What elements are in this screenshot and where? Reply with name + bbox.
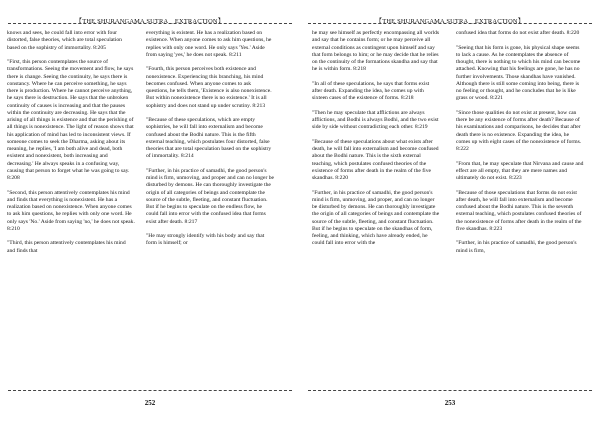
footer-divider [8,390,292,391]
paragraph: confused idea that forms do not exist after death. 8:220 [456,30,580,36]
paragraph: "In all of these speculations, he says that forms exist after death. Expanding the idea, he comes up with sixteen cases of the existence of forms. 8:218 [312,80,430,102]
paragraph: "He may strongly identify with his body and say that form is himself; or [146,233,265,247]
header-divider [308,23,592,24]
text-column-1 [312,30,440,388]
paragraph: "Further, in his practice of samadhi, the good person's mind is firm, unmoving, and proper, and can no longer be disturbed by demons. He can thoroughly investigate the origin of all categories of beings and contemplate the source of the subtle, fleeting, and constant fluctuation. But if he begins to speculate on the skandhas of form, feeling, and thinking, which have already ended, he could fall into error with the [312,189,440,247]
paragraph: "Further, in his practice of samadhi, the good person's mind is firm, [456,240,577,254]
paragraph: "Then he may speculate that afflictions are always afflictions, and Bodhi is always Bodhi, and the two exist side by side without contradicting each other. 8:219 [312,109,439,131]
page-number: 253 [444,399,456,407]
running-header: 【THE SHURANGAMA SUTRA _ EXTRACTION】 [375,18,525,25]
paragraph: he may see himself as perfectly encompassing all worlds and say that he contains form; or he may perceive all external conditions as contingent upon himself and say that form belongs to him; or he may decide that he relies on the continuity of the formations skandha and say that he is within form. 8:218 [312,30,440,73]
text-column-2 [146,30,274,388]
paragraph: "From that, he may speculate that Nirvana and cause and effect are all empty, that they are mere names and ultimately do not exist. 8:223 [456,160,584,181]
running-header: 【THE SHURANGAMA SUTRA _ EXTRACTION】 [75,18,225,25]
paragraph: everything is existent. He has a realization based on existence. When anyone comes to ask him questions, he replies with only one word. He only says 'Yes.' Aside from saying 'yes,' he does not speak. 8:211 [146,30,272,58]
paragraph: "Because of those speculations that forms do not exist after death, he will fall into externalism and become confused about the Bodhi nature. This is the seventh external teaching, which postulates confused theories of the nonexistence of forms after death in the realm of the five skandhas. 8:223 [456,189,582,232]
paragraph: "First, this person contemplates the source of transformations. Seeing the movement and flow, he says there is change. Seeing the continuity, he says there is constancy. Where he can perceive something, he says there is production. Where he cannot perceive anything, he says there is destruction. He says that the unbroken continuity of causes is increasing and that the pauses within the continuity are decreasing. He says that the arising of all things is existence and that the perishing of all things is nonexistence. The light of reason shows that his application of mind has led to inconsistent views. If someone comes to seek the Dharma, asking about its meaning, he replies, 'I am both alive and dead, both existent and nonexistent, both increasing and decreasing.' He always speaks in a confusing way, causing that person to forget what he was going to say. 8:208 [7,59,134,181]
paragraph: "Fourth, this person perceives both existence and nonexistence. Experiencing this branching, his mind becomes confused. When anyone comes to ask questions, he tells them, 'Existence is also nonexistence. But within nonexistence there is no existence.' It is all sophistry and does not stand up under scrutiny. 8:213 [146,66,272,109]
text-column-1 [7,30,135,388]
paragraph: "Because of these speculations about what exists after death, he will fall into externalism and become confused about the Bodhi nature. This is the sixth external teaching, which postulates confused theories of the existence of forms after death in the realm of the five skandhas. 8:220 [312,138,439,181]
footer-divider [308,390,592,391]
paragraph: "Further, in his practice of samadhi, the good person's mind is firm, unmoving, and proper and can no longer be disturbed by demons. He can thoroughly investigate the origin of all categories of beings and contemplate the source of the subtle, fleeting, and constant fluctuation. But if he begins to speculate on the endless flow, he could fall into error with the confused idea that forms exist after death. 8:217 [146,167,274,225]
paragraph: "Third, this person attentively contemplates his mind and finds that [7,240,126,254]
text-column-2 [456,30,584,388]
paragraph: "Second, this person attentively contemplates his mind and finds that everything is nonexistent. He has a realization based on nonexistence. When anyone comes to ask him questions, he replies with only one word. He only says 'No.' Aside from saying 'no,' he does not speak. 8:210 [7,189,135,232]
page-number: 252 [144,399,156,407]
header-divider [8,23,292,24]
paragraph: "Because of these speculations, which are empty sophistries, he will fall into externalism and become confused about the Bodhi nature. This is the fifth external teaching, which postulates four distorted, false theories that are total speculation based on the sophistry of immortality. 8:214 [146,117,272,160]
paragraph: "Seeing that his form is gone, his physical shape seems to lack a cause. As he contemplates the absence of thought, there is nothing to which his mind can become attached. Knowing that his feelings are gone, he has no further involvements. Those skandhas have vanished. Although there is still some coming into being, there is no feeling or thought, and he concludes that he is like grass or wood. 8:221 [456,44,581,102]
right-page [300,0,600,424]
paragraph: "Since those qualities do not exist at present, how can there be any existence of forms after death? Because of his examinations and comparisons, he decides that after death there is no existence. Expanding the idea, he comes up with eight cases of the nonexistence of forms. 8:222 [456,109,582,152]
paragraph: knows and sees, he could fall into error with four distorted, false theories, which are total speculation based on the sophistry of immortality. 8:205 [7,30,122,51]
